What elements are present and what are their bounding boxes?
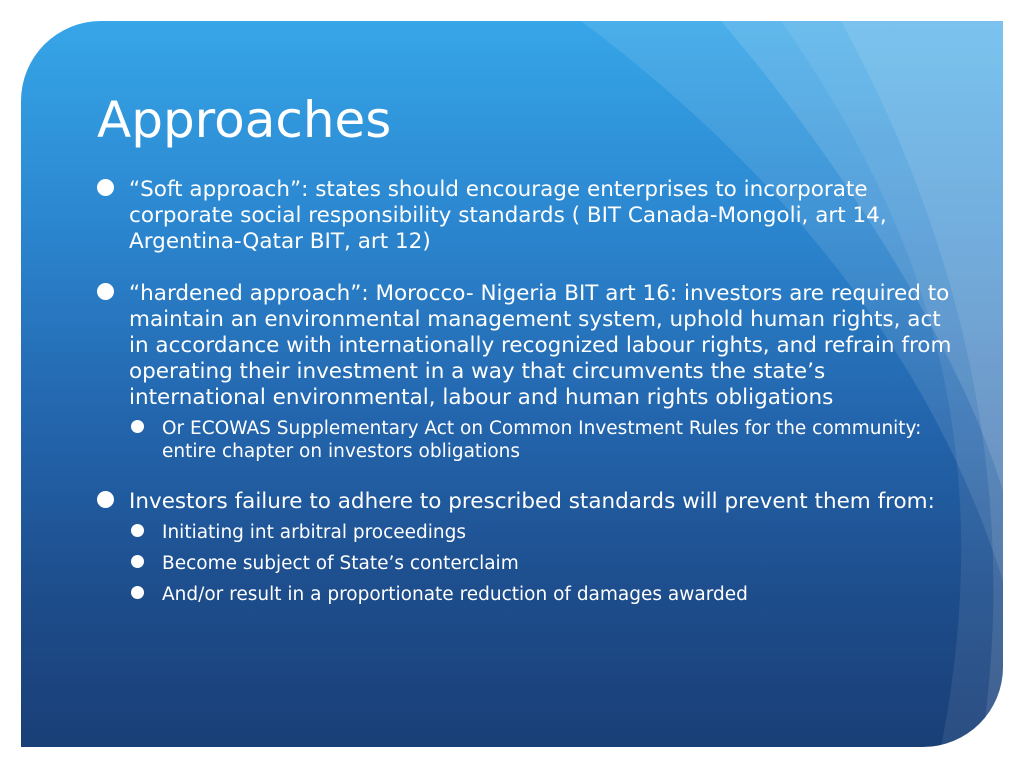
bullet-text: Investors failure to adhere to prescribed standards will prevent them from: bbox=[129, 489, 935, 514]
bullet-dot-icon bbox=[97, 179, 114, 196]
sub-bullet-text: Initiating int arbitral proceedings bbox=[162, 522, 467, 543]
sub-bullet-text: Or ECOWAS Supplementary Act on Common Investment Rules for the community: entire chapter on investors obligations bbox=[162, 418, 922, 462]
bullet-text: “hardened approach”: Morocco- Nigeria BIT art 16: investors are required to maintain an environmental management system, uphold human rights, act in accordance with internationally recognized labour rights, and refrain from operating their investment in a way that circumvents the state’s international environmental, labour and human rights obligations bbox=[129, 281, 952, 410]
bullet-list bbox=[97, 177, 957, 614]
sub-bullet-dot-icon bbox=[131, 555, 144, 568]
sub-bullet-list bbox=[129, 521, 957, 606]
bullet-item bbox=[97, 281, 957, 463]
sub-bullet-text: And/or result in a proportionate reduction of damages awarded bbox=[162, 584, 748, 605]
sub-bullet-item bbox=[129, 521, 957, 544]
sub-bullet-dot-icon bbox=[131, 586, 144, 599]
sub-bullet-item bbox=[129, 417, 957, 463]
sub-bullet-item bbox=[129, 583, 957, 606]
sub-bullet-dot-icon bbox=[131, 420, 144, 433]
bullet-item bbox=[97, 489, 957, 606]
sub-bullet-item bbox=[129, 552, 957, 575]
bullet-dot-icon bbox=[97, 491, 114, 508]
bullet-dot-icon bbox=[97, 283, 114, 300]
sub-bullet-dot-icon bbox=[131, 524, 144, 537]
sub-bullet-list bbox=[129, 417, 957, 463]
slide bbox=[21, 21, 1003, 747]
bullet-item bbox=[97, 177, 957, 255]
slide-title: Approaches bbox=[97, 91, 392, 149]
sub-bullet-text: Become subject of State’s conterclaim bbox=[162, 553, 519, 574]
bullet-text: “Soft approach”: states should encourage enterprises to incorporate corporate social responsibility standards ( BIT Canada-Mongoli, art 14, Argentina-Qatar BIT, art 12) bbox=[129, 177, 887, 254]
